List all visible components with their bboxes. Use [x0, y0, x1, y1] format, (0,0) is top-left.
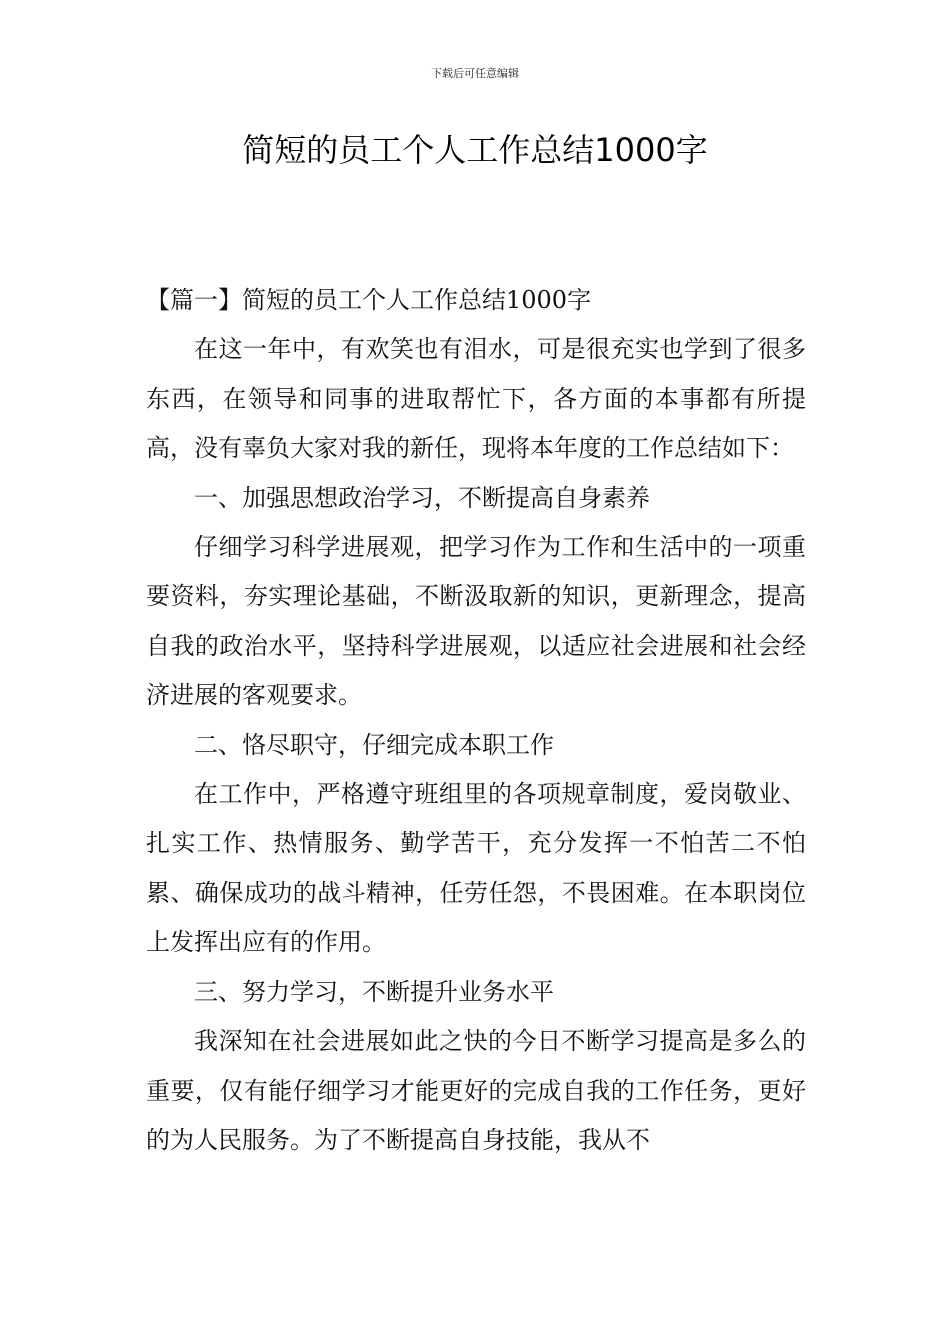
section-paragraph-3: 我深知在社会进展如此之快的今日不断学习提高是多么的重要，仅有能仔细学习才能更好的完成自我的工作任务，更好的为人民服务。为了不断提高自身技能，我从不: [146, 1027, 806, 1154]
document-body: [146, 276, 806, 1165]
document-title: 简短的员工个人工作总结1000字: [242, 131, 708, 169]
section-paragraph-1: 仔细学习科学进展观，把学习作为工作和生活中的一项重要资料，夯实理论基础，不断汲取新的知识，更新理念，提高自我的政治水平，坚持科学进展观，以适应社会进展和社会经济进展的客观要求。: [146, 533, 806, 710]
section-heading-part-one: 【篇一】简短的员工个人工作总结1000字: [146, 286, 592, 314]
section-paragraph-2: 在工作中，严格遵守班组里的各项规章制度，爱岗敬业、扎实工作、热情服务、勤学苦干，充分发挥一不怕苦二不怕累、确保成功的战斗精神，任劳任怨，不畏困难。在本职岗位上发挥出应有的作用。: [146, 780, 806, 957]
intro-paragraph: 在这一年中，有欢笑也有泪水，可是很充实也学到了很多东西，在领导和同事的进取帮忙下，各方面的本事都有所提高，没有辜负大家对我的新任，现将本年度的工作总结如下：: [146, 335, 806, 463]
section-heading-1: 一、加强思想政治学习，不断提高自身素养: [194, 483, 650, 512]
header-note: 下载后可任意编辑: [431, 67, 519, 80]
section-heading-2: 二、恪尽职守，仔细完成本职工作: [194, 730, 554, 759]
section-heading-3: 三、努力学习，不断提升业务水平: [194, 977, 554, 1006]
